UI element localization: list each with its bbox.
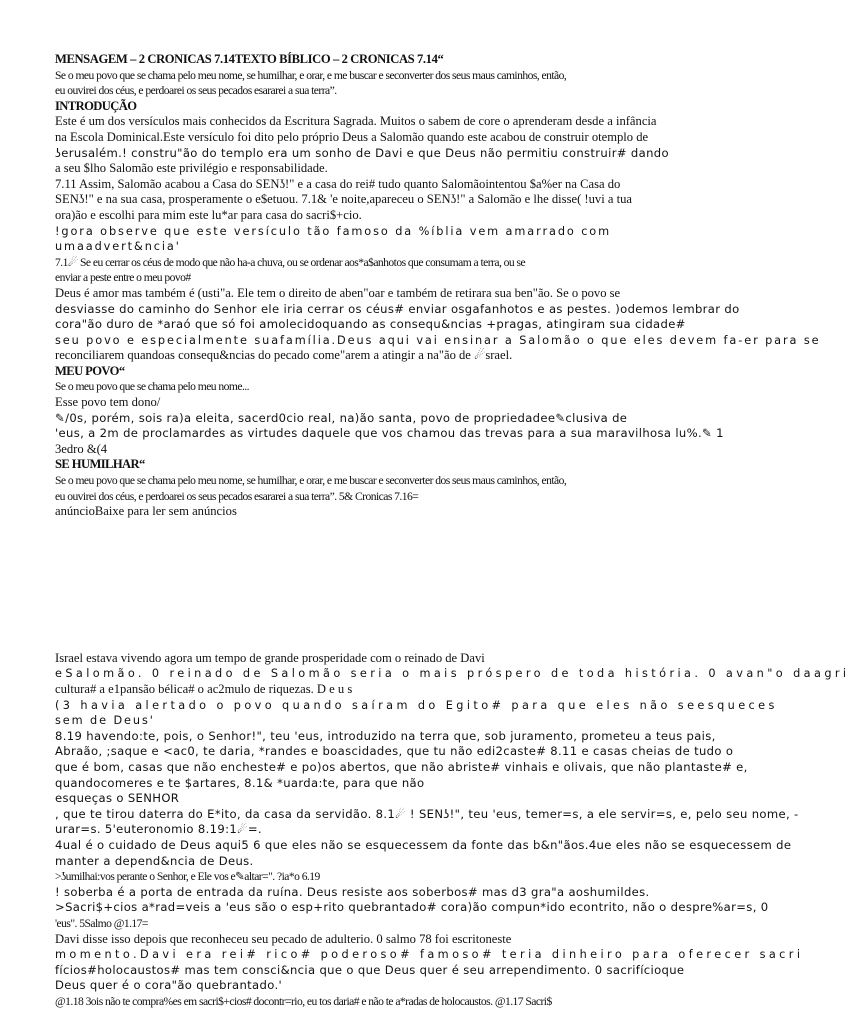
- text-line: 4ual é o cuidado de Deus aqui5 6 que eles não se esquecessem da fonte das b&n"ãos.4ue eles não se esquecessem de: [55, 837, 792, 852]
- text-line: momento.Davi era rei# rico# poderoso# famoso# teria dinheiro para oferecer sacri: [55, 948, 804, 962]
- text-line: 7.11 Assim, Salomão acabou a Casa do SENʖ!" e a casa do rei# tudo quanto Salomãointentou $a%er na Casa do: [55, 176, 621, 191]
- text-line: eSalomão. 0 reinado de Salomão seria o mais próspero de toda história. 0 avan"o daagri: [55, 667, 849, 681]
- text-line: desviasse do caminho do Senhor ele iria cerrar os céus# enviar osgafanhotos e as pestes. )odemos lembrar do: [55, 301, 740, 316]
- section-heading: SE HUMILHAR“: [55, 457, 145, 472]
- text-line: Esse povo tem dono/: [55, 395, 161, 410]
- text-line: Este é um dos versículos mais conhecidos da Escritura Sagrada. Muitos o sabem de core o aprenderam desde a infância: [55, 114, 657, 129]
- text-line: reconciliarem quandoas consequ&ncias do pecado come"arem a atingir a na"ão de ☄srael.: [55, 348, 513, 363]
- text-line: ʖerusalém.! constru"ão do templo era um sonho de Davi e que Deus não permitiu construir# dando: [55, 145, 669, 160]
- text-line: 3edro &(4: [55, 441, 108, 456]
- text-line: 'eus, a 2m de proclamardes as virtudes daquele que vos chamou das trevas para a sua maravilhosa lu%.✎ 1: [55, 426, 724, 441]
- text-line: Deus é amor mas também é (usti"a. Ele tem o direito de aben"oar e também de retirara sua ben"ão. Se o povo se: [55, 285, 621, 300]
- text-line: quandocomeres e te $artares, 8.1& *uarda:te, para que não: [55, 775, 425, 790]
- text-line: cora"ão duro de *araó que só foi amolecidoquando as consequ&ncias +pragas, atingiram sua cidade#: [55, 317, 686, 332]
- text-line: manter a depend&ncia de Deus.: [55, 853, 254, 868]
- text-line: ora)ão e escolhi para mim este lu*ar para casa do sacri$+cio.: [55, 207, 362, 222]
- text-line: Se o meu povo que se chama pelo meu nome, se humilhar, e orar, e me buscar e seconverter dos seus maus caminhos, então,: [55, 68, 567, 82]
- text-line: umaadvert&ncia': [55, 240, 181, 254]
- text-line: cultura# a e1pansão bélica# o ac2mulo de riquezas. D e u s: [55, 682, 353, 696]
- text-line: sem de Deus': [55, 714, 155, 728]
- section-heading: MEU POVO“: [55, 363, 125, 378]
- text-line: 8.19 havendo:te, pois, o Senhor!", teu 'eus, introduzido na terra que, sob juramento, prometeu a teus pais,: [55, 728, 716, 743]
- text-line: Davi disse isso depois que reconheceu seu pecado de adulterio. 0 salmo 78 foi escritoneste: [55, 931, 512, 946]
- text-line: , que te tirou daterra do E*ito, da casa da servidão. 8.1☄ ! SENʖ!", teu 'eus, temer=s, a ele servir=s, e, pelo seu nome, -: [55, 806, 799, 821]
- text-line: Se o meu povo que se chama pelo meu nome, se humilhar, e orar, e me buscar e seconverter dos seus maus caminhos, então,: [55, 474, 567, 488]
- text-line: ! soberba é a porta de entrada da ruína. Deus resiste aos soberbos# mas d3 gra"a aoshumildes.: [55, 884, 650, 899]
- text-line: fícios#holocaustos# mas tem consci&ncia que o que Deus quer é seu arrependimento. 0 sacrifícioque: [55, 962, 685, 977]
- section-heading: MENSAGEM – 2 CRONICAS 7.14TEXTO BÍBLICO – 2 CRONICAS 7.14“: [55, 52, 444, 66]
- text-line: eu ouvirei dos céus, e perdoarei os seus pecados esararei a sua terra”.: [55, 84, 337, 98]
- text-line: seu povo e especialmente suafamília.Deus aqui vai ensinar a Salomão o que eles devem fa-er para se: [55, 333, 821, 347]
- text-line: Se o meu povo que se chama pelo meu nome...: [55, 380, 249, 394]
- text-line: 7.1☄ Se eu cerrar os céus de modo que não ha-a chuva, ou se ordenar aos*a$anhotos que consumam a terra, ou se: [55, 255, 526, 269]
- text-line: Deus quer é o cora"ão quebrantado.': [55, 978, 283, 993]
- text-line: que é bom, casas que não encheste# e po)os abertos, que não abriste# vinhais e olivais, que não plantaste# e,: [55, 759, 748, 774]
- text-line: a seu $lho Salomão este privilégio e responsabilidade.: [55, 161, 328, 176]
- text-line: !gora observe que este versículo tão famoso da %íblia vem amarrado com: [55, 224, 612, 238]
- text-line: Israel estava vivendo agora um tempo de grande prosperidade com o reinado de Davi: [55, 650, 485, 665]
- text-line: urar=s. 5'euteronomio 8.19:1☄=.: [55, 822, 262, 837]
- text-line: enviar a peste entre o meu povo#: [55, 271, 191, 285]
- text-line: (3 havia alertado o povo quando saíram do Egito# para que eles não seesqueces: [55, 698, 778, 712]
- text-line: na Escola Dominical.Este versículo foi dito pelo próprio Deus a Salomão quando este acabou de construir otemplo de: [55, 129, 649, 144]
- section-heading: INTRODUÇÃO: [55, 98, 137, 113]
- document-text-bottom: [55, 650, 849, 1010]
- text-line: esqueças o SENHOR: [55, 791, 180, 806]
- document-page: [55, 52, 849, 1009]
- text-line: >ʖumilhai:vos perante o Senhor, e Ele vos e✎altar=". ?ia*o 6.19: [55, 870, 320, 884]
- text-line: @1.18 3ois não te compra%es em sacri$+cios# docontr=rio, eu tos daria# e não te a*radas de holocaustos. @1.17 Sacri$: [55, 994, 552, 1008]
- text-line: SENʖ!" e na sua casa, prosperamente o e$etuou. 7.1& 'e noite,apareceu o SENʖ!" a Salomão e lhe disse( !uvi a tua: [55, 192, 632, 207]
- text-line: Abraão, ;saque e <ac0, te daria, *randes e boascidades, que tu não edi2caste# 8.11 e casas cheias de tudo o: [55, 744, 734, 759]
- text-line: eu ouvirei dos céus, e perdoarei os seus pecados esararei a sua terra”. 5& Cronicas 7.16=: [55, 489, 419, 503]
- ad-blank-space: [55, 520, 720, 651]
- text-line: 'eus". 5Salmo @1.17=: [55, 916, 148, 930]
- document-text-top: [55, 52, 821, 520]
- text-line: >Sacri$+cios a*rad=veis a 'eus são o esp+rito quebrantado# cora)ão compun*ido econtrito, não o despre%ar=s, 0: [55, 900, 769, 915]
- text-line: anúncioBaixe para ler sem anúncios: [55, 504, 237, 519]
- text-line: ✎/0s, porém, sois ra)a eleita, sacerd0cio real, na)ão santa, povo de propriedadee✎clusiva de: [55, 410, 628, 425]
